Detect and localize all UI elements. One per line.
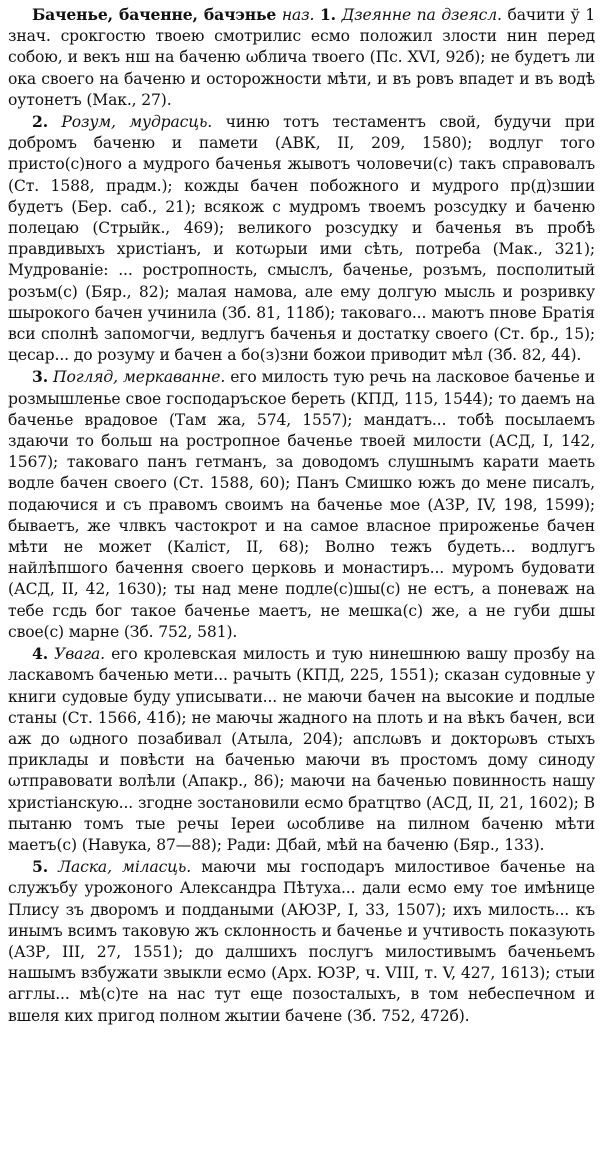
sense-gloss: Дзеянне па дзеясл. bbox=[341, 6, 502, 24]
sense-paragraph-3 bbox=[8, 366, 595, 643]
sense-gloss: Розум, мудрасць. bbox=[61, 113, 213, 132]
sense-citations: чиню тотъ тестаментъ свой, будучи при добромъ баченю и памети (АВК, II, 209, 1580); водлуг того присто(с)ного а мудрого баченья жывотъ чоловечи(с) такъ справовалъ (Ст. 1588, прадм.); кожды бачен побожного и мудрого пр(д)зшии будетъ (Бер. саб., 21); всякож с мудромъ твоемъ розсудку и баченю полецаю (Стрыйк., 469); великого розсудку и баченья въ пробѣ правдивыхъ христіанъ, и котωрыи ими сѣть, потреба (Мак., 321); Мудрованіе: ... ростропность, смыслъ, баченье, розъмъ, посполитый розъм(с) (Бяр., 82); малая намова, але ему долгую мысль и розривку шырокого бачен учинила (Зб. 81, 118б); таковаго... маютъ пнове Братія вси сполнѣ запомогчи, ведлугъ баченья и достатку своего (Ст. бр., 15); цесар... до розуму и бачен а бо(з)зни божои приводит мѣл (Зб. 82, 44). bbox=[8, 113, 596, 365]
sense-paragraph-2 bbox=[8, 111, 595, 366]
sense-number: 4. bbox=[32, 644, 48, 664]
sense-number: 1. bbox=[319, 5, 336, 24]
part-of-speech: наз. bbox=[281, 6, 315, 24]
sense-number: 5. bbox=[32, 857, 48, 877]
sense-gloss: Увага. bbox=[54, 645, 105, 664]
sense-paragraph-1 bbox=[8, 4, 595, 111]
sense-citations: его кролевская милость и тую нинешнюю вашу прозбу на ласкавомъ баченью мети... рачыть (КПД, 225, 1551); сказан судовные у книги судовые буду уписывати... не маючи бачен на высокие и подлые станы (Ст. 1566, 41б); не маючы жадного на плоть и на вѣкъ бачен, вси аж до ωдного позабивал (Атыла, 204); апслωвъ и докторωвъ стыхъ приклады и повѣсти на баченью маючи въ простомъ дому синоду ωтправовати волѣли (Апакр., 86); маючи на баченью повинность нашу христіанскую... згодне зостановили есмо братцтво (АСД, II, 21, 1602); В пытаню томъ тые речы Іереи ωсобливе на пилном баченю мѣти маетъ(с) (Навука, 87—88); Ради: Дбай, мѣй на баченю (Бяр., 133). bbox=[8, 645, 596, 854]
sense-citations: маючи мы господаръ милостивое баченье на служъбу урожоного Александра Пѣтуха... дали есмо ему тое имѣнице Плису зъ дворомъ и поддаными (АЮЗР, I, 33, 1507); ихъ милость... къ инымъ всимъ таковую жъ склонность и баченье и учтивость показують (АЗР, III, 27, 1551); до далшихъ послугъ милостивымъ баченьемъ нашымъ взбужати звыкли есмо (Арх. ЮЗР, ч. VIII, т. V, 427, 1613); стыи агглы... мѣ(с)те на нас тут еще позосталыхъ, в том небеспечном и вшеля ких пригод полном жытии бачене (Зб. 752, 472б). bbox=[8, 858, 595, 1025]
sense-paragraph-5 bbox=[8, 856, 595, 1027]
sense-number: 2. bbox=[32, 112, 48, 132]
sense-citations: бачити ў 1 знач. срокгостю твоею смотрилис есмо положил злости нин перед собою, и векъ нш на баченю ωблича твоего (Пс. XVI, 92б); не будетъ ли ока своего на баченю и осторожности мѣти, и въ ровъ впадет и въ водѣ оутонетъ (Мак., 27). bbox=[8, 6, 596, 109]
sense-number: 3. bbox=[32, 367, 48, 387]
sense-paragraph-4 bbox=[8, 643, 595, 856]
sense-gloss: Погляд, меркаванне. bbox=[53, 368, 226, 387]
sense-gloss: Ласка, міласць. bbox=[58, 858, 192, 877]
sense-citations: его милость тую речь на ласковое баченье и розмышленье свое господаръское береть (КПД, 115, 1544); то даемъ на баченье врадовое (Там жа, 574, 1557); мандатъ... тобѣ посылаемъ здаючи то больш на ростропное баченье твоей милости (АСД, I, 142, 1567); таковаго панъ гетманъ, за доводомъ слушнымъ карати маеть водле бачен своего (Ст. 1588, 60); Панъ Смишко южъ до мене писалъ, подаючися и съ правомъ своимъ на баченье мое (АЗР, IV, 198, 1599); бываетъ, же члвкъ частокрот и на самое власное прироженье бачен мѣти не может (Каліст, II, 68); Волно тежъ будеть... водлугъ найлѣпшого бачення своего церковь и монастиръ... муромъ будовати (АСД, II, 42, 1630); ты над мене подле(с)шы(с) не естъ, а поневаж на тебе гсдь бог такое баченье маетъ, не мешка(с) же, а не губи дшы свое(с) марне (Зб. 752, 581). bbox=[8, 368, 595, 641]
entry-headword: Баченье, баченне, бачэнье bbox=[32, 5, 277, 24]
